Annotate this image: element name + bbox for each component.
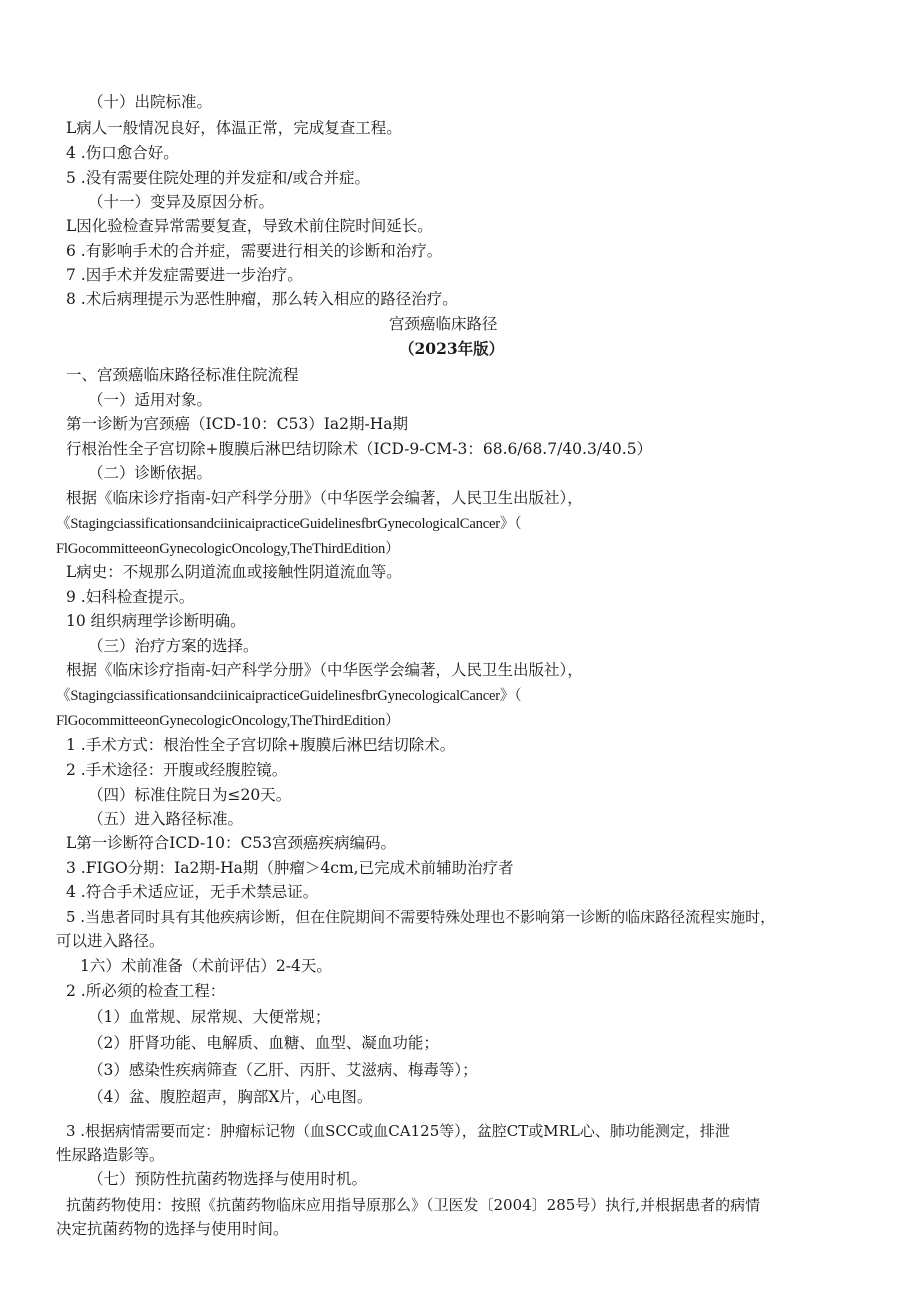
text-line-reference: 《StagingciassificationsandciinicaipracticeGuidelinesfbrGynecologicalCancer》（ [56,688,522,704]
section-heading: （三）治疗方案的选择。 [88,637,259,655]
text-line: 第一诊断为宫颈癌（ICD-10：C53）Ia2期-Ha期 [66,415,408,433]
text-line: 根据《临床诊疗指南-妇产科学分册》（中华医学会编著，人民卫生出版社）， [66,661,583,679]
document-title: 宫颈癌临床路径 [389,315,498,333]
text-line: 2 .所必须的检查工程： [66,982,226,1000]
text-line: 7 .因手术并发症需要进一步治疗。 [66,266,303,284]
section-heading: （四）标准住院日为≤20天。 [88,786,292,804]
text-line: 可以进入路径。 [56,932,165,950]
section-heading: （五）进入路径标准。 [88,810,244,828]
text-line: 6 .有影响手术的合并症，需要进行相关的诊断和治疗。 [66,242,443,260]
text-line: 根据《临床诊疗指南-妇产科学分册》（中华医学会编著，人民卫生出版社）， [66,489,583,507]
list-item: （3）感染性疾病筛查（乙肝、丙肝、艾滋病、梅毒等）； [88,1061,478,1079]
text-line: 4 .符合手术适应证，无手术禁忌证。 [66,883,319,901]
section-heading-discharge-criteria: （十）出院标准。 [88,93,213,111]
section-heading-main: 一、宫颈癌临床路径标准住院流程 [66,366,299,384]
text-line: 5 .当患者同时具有其他疾病诊断，但在住院期间不需要特殊处理也不影响第一诊断的临床路径流程实施时， [66,908,776,926]
text-line: L第一诊断符合ICD-10：C53宫颈癌疾病编码。 [66,834,397,852]
section-heading: 1六）术前准备（术前评估）2-4天。 [80,957,332,975]
list-item: （2）肝肾功能、电解质、血糖、血型、凝血功能； [88,1034,439,1052]
text-line: 1 .手术方式：根治性全子宫切除+腹膜后淋巴结切除术。 [66,736,456,754]
text-line: L因化验检查异常需要复查，导致术前住院时间延长。 [66,217,433,235]
text-line: 2 .手术途径：开腹或经腹腔镜。 [66,761,288,779]
section-heading-variation: （十一）变异及原因分析。 [88,193,275,211]
text-line: 性尿路造影等。 [56,1146,165,1164]
text-line: 5 .没有需要住院处理的并发症和/或合并症。 [66,169,370,187]
section-heading: （一）适用对象。 [88,391,213,409]
text-line: 抗菌药物使用：按照《抗菌药物临床应用指导原那么》（卫医发〔2004〕285号）执行,并根据患者的病情 [66,1196,761,1214]
text-line: L病人一般情况良好，体温正常，完成复查工程。 [66,119,402,137]
text-line: 9 .妇科检查提示。 [66,588,195,606]
text-line-reference: FlGocommitteeonGynecologicOncology,TheThirdEdition） [56,713,400,729]
text-line: 3 .FIGO分期：Ia2期-Ha期（肿瘤＞4cm,已完成术前辅助治疗者 [66,859,514,877]
list-item: （1）血常规、尿常规、大便常规； [88,1008,331,1026]
text-line: 决定抗菌药物的选择与使用时间。 [56,1220,289,1238]
text-line: 4 .伤口愈合好。 [66,144,179,162]
section-heading: （七）预防性抗菌药物选择与使用时机。 [88,1170,368,1188]
text-line: 3 .根据病情需要而定：肿瘤标记物（血SCC或血CA125等），盆腔CT或MRL心、肺功能测定，排泄 [66,1122,730,1140]
text-line: 10 组织病理学诊断明确。 [66,612,246,630]
text-line: 8 .术后病理提示为恶性肿瘤，那么转入相应的路径治疗。 [66,290,458,308]
text-line-reference: FlGocommitteeonGynecologicOncology,TheThirdEdition） [56,541,400,557]
text-line-reference: 《StagingciassificationsandciinicaipracticeGuidelinesfbrGynecologicalCancer》（ [56,516,522,532]
document-subtitle: （2023年版） [399,339,505,358]
text-line: L病史：不规那么阴道流血或接触性阴道流血等。 [66,563,402,581]
section-heading: （二）诊断依据。 [88,464,213,482]
text-line: 行根治性全子宫切除+腹膜后淋巴结切除术（ICD-9-CM-3：68.6/68.7/40.3/40.5） [66,440,653,458]
list-item: （4）盆、腹腔超声，胸部X片，心电图。 [88,1088,373,1106]
